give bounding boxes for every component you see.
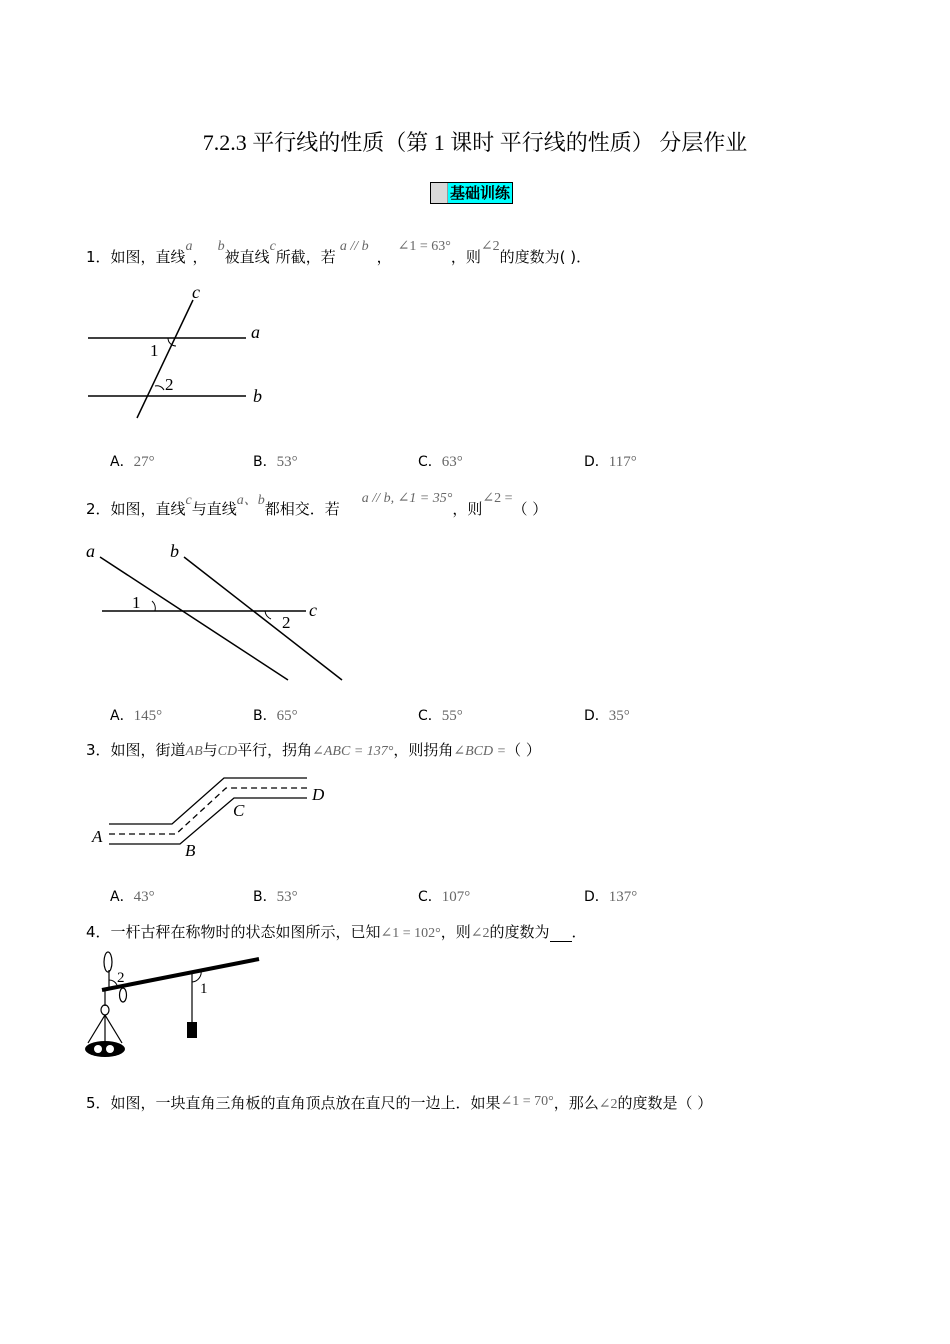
- label-2: 2: [282, 613, 291, 632]
- label-c: c: [192, 282, 200, 302]
- label-b: b: [253, 386, 262, 406]
- page-title: 7.2.3 平行线的性质（第 1 课时 平行线的性质） 分层作业: [202, 130, 748, 155]
- question-5-text: 5．如图，一块直角三角板的直角顶点放在直尺的一边上．如果∠1 = 70°，那么∠2的度数是（ ）: [86, 1094, 713, 1112]
- question-1-figure: [80, 280, 280, 425]
- hanging-loop: [104, 952, 112, 972]
- question-4-figure: [82, 948, 267, 1063]
- label-1: 1: [150, 341, 159, 360]
- scale-pan: [85, 1041, 125, 1057]
- weight-block: [187, 1022, 197, 1038]
- angle-2-arc: [155, 386, 164, 390]
- scale-beam: [102, 959, 259, 990]
- label-1: 1: [132, 593, 141, 612]
- pan-item-1: [94, 1045, 102, 1053]
- label-A: A: [92, 827, 103, 846]
- pan-rope-left: [88, 1015, 105, 1043]
- q1-option-b[interactable]: B．53°: [253, 454, 298, 470]
- q2-option-b[interactable]: B．65°: [253, 708, 298, 724]
- question-3-text: 3．如图，街道AB与CD平行，拐角∠ABC = 137°，则拐角∠BCD =（ ）: [86, 741, 541, 759]
- q3-option-b[interactable]: B．53°: [253, 889, 298, 905]
- pan-item-2: [106, 1045, 114, 1053]
- pan-rope-right: [105, 1015, 122, 1043]
- question-3-figure: [88, 768, 338, 863]
- label-D: D: [312, 785, 325, 804]
- label-1: 1: [200, 981, 208, 997]
- label-2: 2: [117, 970, 125, 986]
- pan-hook: [101, 1005, 109, 1015]
- section-marker: [431, 183, 448, 203]
- angle-2-arc: [109, 980, 117, 985]
- line-a: [100, 557, 288, 680]
- answer-blank[interactable]: [550, 927, 572, 942]
- question-4-text: 4．一杆古秤在称物时的状态如图所示，已知∠1 = 102°，则∠2的度数为 ．: [86, 923, 587, 941]
- section-header: [430, 182, 513, 204]
- line-b: [184, 557, 342, 680]
- label-a: a: [86, 541, 95, 561]
- label-a: a: [251, 322, 260, 342]
- q1-option-c[interactable]: C．63°: [418, 454, 463, 470]
- street-upper-edge: [109, 778, 307, 824]
- hook-loop: [120, 988, 127, 1002]
- q2-option-d[interactable]: D．35°: [584, 708, 630, 724]
- question-1-text: 1．如图，直线a，b被直线c所截，若a // b，∠1 = 63°，则∠2的度数为( )．: [86, 239, 592, 266]
- question-2-text: 2．如图，直线c与直线a、b都相交．若a // b, ∠1 = 35°，则∠2 =（ ）: [86, 491, 548, 518]
- q2-option-c[interactable]: C．55°: [418, 708, 463, 724]
- q3-option-d[interactable]: D．137°: [584, 889, 638, 905]
- line-c: [137, 300, 193, 418]
- angle-1-arc: [152, 601, 155, 611]
- q2-option-a[interactable]: A．145°: [110, 708, 163, 724]
- street-center-line: [109, 788, 307, 834]
- label-C: C: [233, 801, 245, 820]
- section-label: 基础训练: [450, 184, 511, 202]
- q1-option-d[interactable]: D．117°: [584, 454, 637, 470]
- angle-2-arc: [265, 611, 271, 619]
- question-2-figure: [80, 540, 330, 690]
- label-2: 2: [165, 375, 174, 394]
- q1-option-a[interactable]: A．27°: [110, 454, 155, 470]
- label-c: c: [309, 600, 317, 620]
- label-b: b: [170, 541, 179, 561]
- q3-option-c[interactable]: C．107°: [418, 889, 471, 905]
- label-B: B: [185, 841, 196, 860]
- q3-option-a[interactable]: A．43°: [110, 889, 155, 905]
